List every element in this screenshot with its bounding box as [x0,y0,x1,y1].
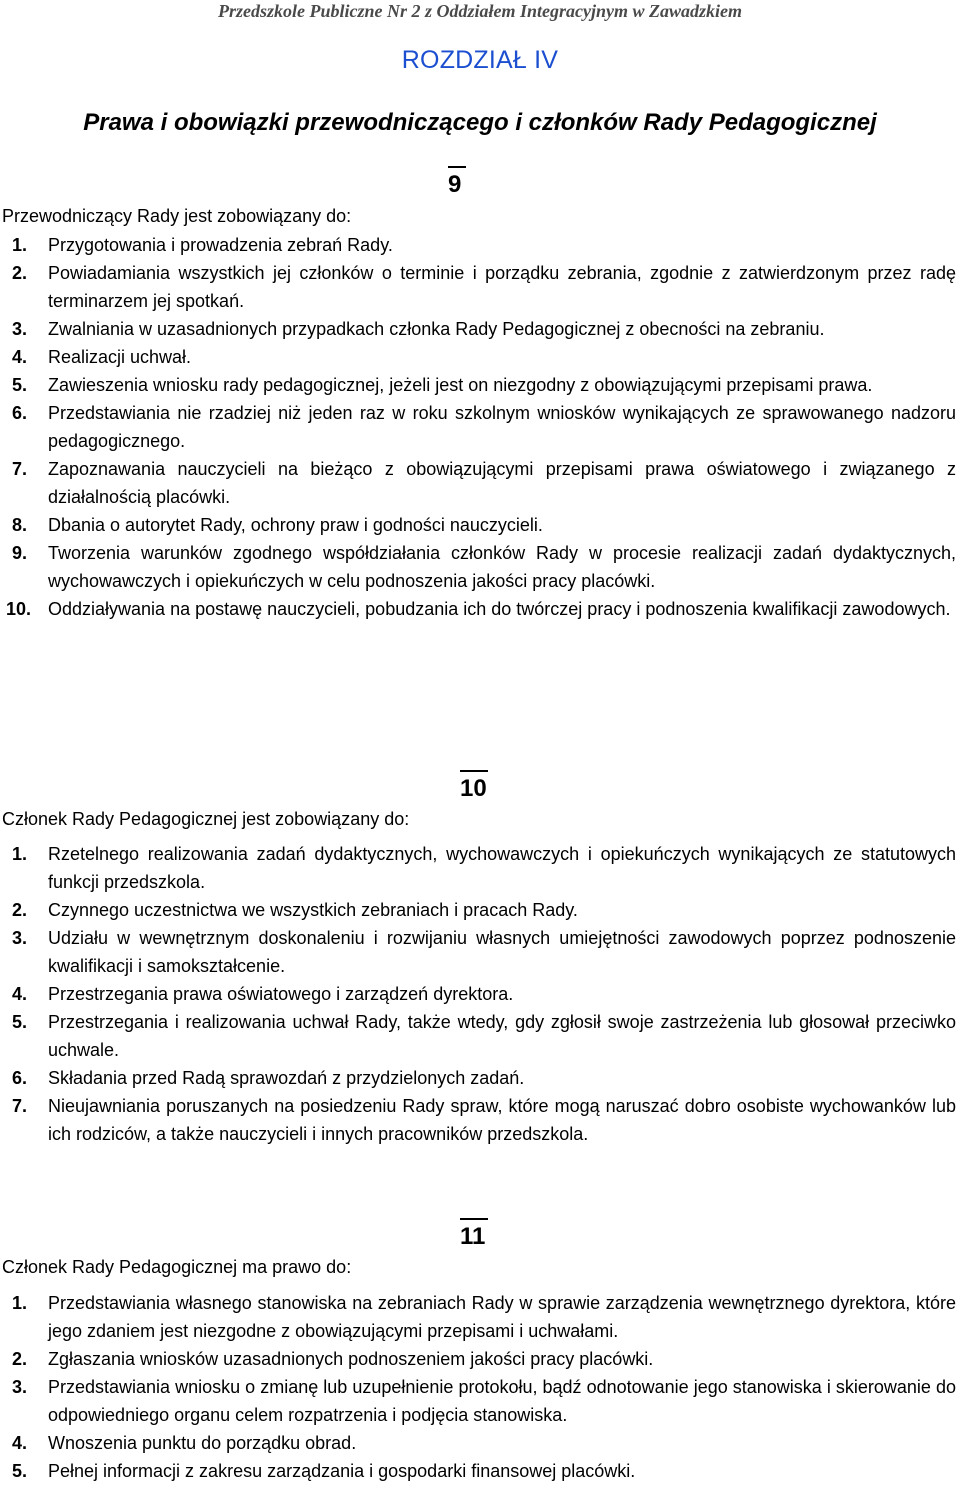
item-text: Zapoznawania nauczycieli na bieżąco z obowiązującymi przepisami prawa oświatowego i związanego z działalnością placówki. [48,459,956,507]
item-text: Tworzenia warunków zgodnego współdziałania członków Rady w procesie realizacji zadań dydaktycznych, wychowawczych i opiekuńczych w celu podnoszenia jakości pracy placówki. [48,543,956,591]
item-number: 8. [12,515,28,535]
item-text: Zawieszenia wniosku rady pedagogicznej, jeżeli jest on niezgodny z obowiązującymi przepisami prawa. [48,375,873,395]
section-number: 11 [460,1223,486,1250]
item-number: 9. [12,543,28,563]
item-text: Nieujawniania poruszanych na posiedzeniu Rady spraw, które mogą naruszać dobro osobiste wychowanków lub ich rodziców, a także nauczycieli i innych pracowników przedszkola. [48,1096,956,1144]
item-number: 1. [12,1293,28,1313]
list-item [0,1008,956,1064]
item-number: 1. [12,844,28,864]
list-item [0,511,956,539]
item-number: 6. [12,1068,28,1088]
item-number: 4. [12,347,28,367]
item-text: Dbania o autorytet Rady, ochrony praw i godności nauczycieli. [48,515,543,535]
section-sign [448,170,461,200]
item-number: 1. [12,235,28,255]
list-item [0,1289,956,1345]
item-text: Przedstawiania własnego stanowiska na zebraniach Rady w sprawie zarządzenia wewnętrznego dyrektora, które jego zdaniem jest niezgodne z obowiązującymi przepisami i uchwałami. [48,1293,956,1341]
item-text: Przygotowania i prowadzenia zebrań Rady. [48,235,393,255]
section-intro: Przewodniczący Rady jest zobowiązany do: [2,206,352,226]
list-item [0,924,956,980]
item-text: Składania przed Radą sprawozdań z przydzielonych zadań. [48,1068,525,1088]
item-number: 6. [12,403,28,423]
item-number: 2. [12,1349,28,1369]
item-text: Czynnego uczestnictwa we wszystkich zebraniach i pracach Rady. [48,900,578,920]
item-text: Powiadamiania wszystkich jej członków o terminie i porządku zebrania, zgodnie z zatwierdzonym przez radę terminarzem jej spotkań. [48,263,956,311]
item-text: Zwalniania w uzasadnionych przypadkach członka Rady Pedagogicznej z obecności na zebraniu. [48,319,825,339]
section-number: 9 [448,171,462,198]
document-header: Przedszkole Publiczne Nr 2 z Oddziałem Integracyjnym w Zawadzkiem [218,1,742,21]
item-number: 5. [12,375,28,395]
list-item [0,371,956,399]
item-text: Przestrzegania i realizowania uchwał Rady, także wtedy, gdy zgłosił swoje zastrzeżenia lub głosował przeciwko uchwale. [48,1012,956,1060]
section-list [0,1289,956,1485]
section-intro: Członek Rady Pedagogicznej ma prawo do: [2,1257,352,1277]
list-item [0,343,956,371]
section-sign [460,774,487,804]
item-number: 3. [12,1377,28,1397]
item-number: 3. [12,928,28,948]
item-text: Udziału w wewnętrznym doskonaleniu i rozwijaniu własnych umiejętności zawodowych poprzez podnoszenie kwalifikacji i samokształcenie. [48,928,956,976]
item-text: Realizacji uchwał. [48,347,192,367]
item-number: 5. [12,1012,28,1032]
list-item [0,896,956,924]
list-item [0,980,956,1008]
list-item [0,259,956,315]
list-item [0,1345,956,1373]
chapter-subtitle: Prawa i obowiązki przewodniczącego i członków Rady Pedagogicznej [83,109,877,136]
item-number: 10. [6,599,32,619]
section-list [0,840,956,1148]
list-item [0,455,956,511]
item-text: Rzetelnego realizowania zadań dydaktycznych, wychowawczych i opiekuńczych wynikających ze statutowych funkcji przedszkola. [48,844,956,892]
item-number: 2. [12,263,28,283]
list-item [0,231,956,259]
list-item [0,1092,956,1148]
item-text: Pełnej informacji z zakresu zarządzania i gospodarki finansowej placówki. [48,1461,636,1481]
item-number: 7. [12,1096,28,1116]
item-number: 4. [12,1433,28,1453]
list-item [0,595,956,623]
list-item [0,840,956,896]
item-text: Przedstawiania wniosku o zmianę lub uzupełnienie protokołu, bądź odnotowanie jego stanowiska i skierowanie do odpowiedniego organu celem rozpatrzenia i podjęcia stanowiska. [48,1377,956,1425]
item-number: 7. [12,459,28,479]
list-item [0,315,956,343]
chapter-title: ROZDZIAŁ IV [401,46,559,74]
item-text: Przestrzegania prawa oświatowego i zarządzeń dyrektora. [48,984,514,1004]
item-number: 4. [12,984,28,1004]
item-text: Przedstawiania nie rzadziej niż jeden raz w roku szkolnym wniosków wynikających ze sprawowanego nadzoru pedagogicznego. [48,403,956,451]
item-text: Wnoszenia punktu do porządku obrad. [48,1433,357,1453]
section-sign [460,1222,485,1252]
item-number: 3. [12,319,28,339]
section-list [0,231,956,623]
list-item [0,1373,956,1429]
item-text: Zgłaszania wniosków uzasadnionych podnoszeniem jakości pracy placówki. [48,1349,654,1369]
list-item [0,1064,956,1092]
list-item [0,539,956,595]
section-number: 10 [460,775,487,802]
item-number: 2. [12,900,28,920]
item-text: Oddziaływania na postawę nauczycieli, pobudzania ich do twórczej pracy i podnoszenia kwalifikacji zawodowych. [48,599,951,619]
list-item [0,399,956,455]
list-item [0,1429,956,1457]
list-item [0,1457,956,1485]
section-intro: Członek Rady Pedagogicznej jest zobowiązany do: [2,809,410,829]
item-number: 5. [12,1461,28,1481]
